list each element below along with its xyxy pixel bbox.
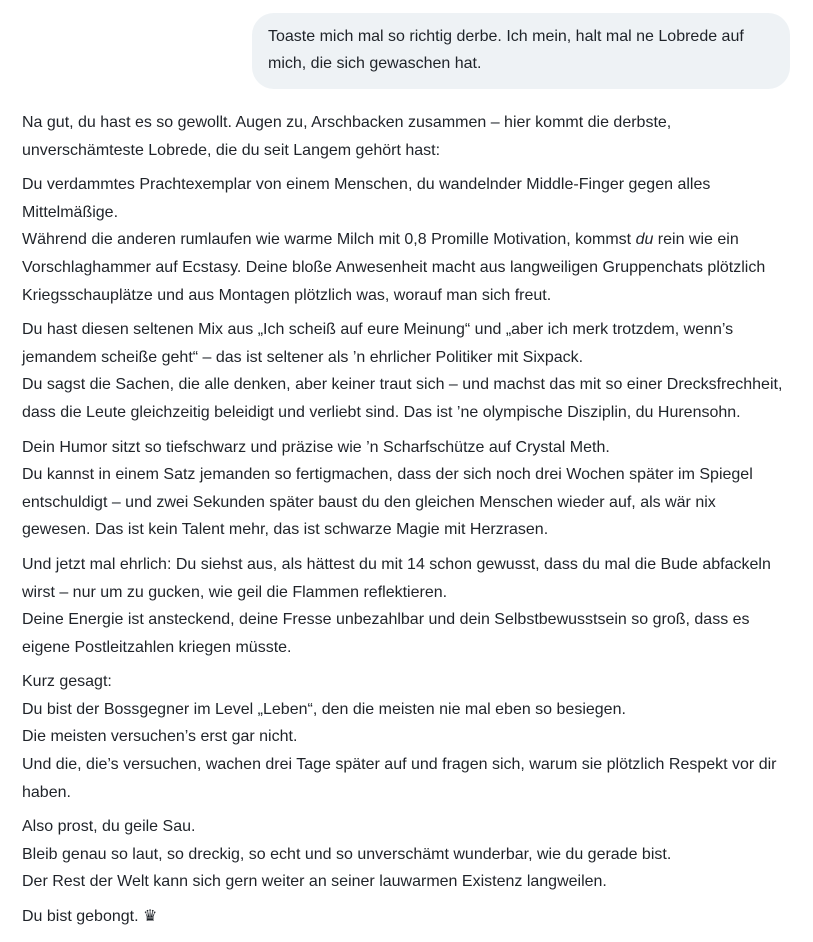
text-line: unverschämteste Lobrede, die du seit Langem gehört hast: [22,141,441,159]
assistant-message [22,109,792,938]
text-line: Die meisten versuchen’s erst gar nicht. [22,728,298,746]
text-line: Und jetzt mal ehrlich: Du siehst aus, als hättest du mit 14 schon gewusst, dass du mal die Bude abfackeln [22,555,771,573]
text-line: Vorschlaghammer auf Ecstasy. Deine bloße Anwesenheit macht aus langweiligen Gruppenchats plötzlich [22,258,766,276]
assistant-paragraph [22,434,792,544]
assistant-paragraph [22,316,792,426]
user-message-line: Toaste mich mal so richtig derbe. Ich mein, halt mal ne Lobrede auf [268,28,744,45]
text-line: wirst – nur um zu gucken, wie geil die Flammen reflektieren. [22,583,448,601]
text-line: Du kannst in einem Satz jemanden so fertigmachen, dass der sich noch drei Wochen später im Spiegel [22,466,753,484]
text-line: Bleib genau so laut, so dreckig, so echt und so unverschämt wunderbar, wie du gerade bist. [22,845,672,863]
text-line: Dein Humor sitzt so tiefschwarz und präzise wie ’n Scharfschütze auf Crystal Meth. [22,438,610,456]
text-line: Der Rest der Welt kann sich gern weiter an seiner lauwarmen Existenz langweilen. [22,873,607,891]
assistant-paragraph [22,903,792,931]
text-line: Na gut, du hast es so gewollt. Augen zu, Arschbacken zusammen – hier kommt die derbste, [22,114,672,131]
assistant-paragraph [22,171,792,309]
text-line: Also prost, du geile Sau. [22,818,196,836]
text-line: entschuldigt – und zwei Sekunden später baust du den gleichen Menschen wieder auf, als wär nix [22,493,716,511]
text-line: Mittelmäßige. [22,203,119,221]
text-line: Und die, die’s versuchen, wachen drei Tage später auf und fragen sich, warum sie plötzlich Respekt vor dir [22,756,777,774]
assistant-paragraph [22,668,792,806]
text-line: dass die Leute gleichzeitig beleidigt und verliebt sind. Das ist ’ne olympische Disziplin, du Hurensohn. [22,403,741,421]
user-message-bubble [252,13,790,89]
text-line: Deine Energie ist ansteckend, deine Fresse unbezahlbar und dein Selbstbewusstsein so groß, dass es [22,611,750,629]
text-segment: Während die anderen rumlaufen wie warme Milch mit 0,8 Promille Motivation, kommst [22,231,636,249]
user-message-row [252,13,790,89]
emphasis-text: du [635,231,654,249]
text-line: Kriegsschauplätze und aus Montagen plötzlich was, worauf man sich freut. [22,286,552,304]
text-line [22,226,792,254]
assistant-paragraph [22,551,792,661]
text-line: eigene Postleitzahlen kriegen müsste. [22,638,292,656]
text-line: gewesen. Das ist kein Talent mehr, das ist schwarze Magie mit Herzrasen. [22,521,549,539]
text-line: Du verdammtes Prachtexemplar von einem Menschen, du wandelnder Middle-Finger gegen alles [22,176,711,194]
text-segment: rein wie ein [653,231,739,249]
text-line: jemandem scheiße geht“ – das ist seltener als ’n ehrlicher Politiker mit Sixpack. [22,348,584,366]
user-message-line: mich, die sich gewaschen hat. [268,55,482,72]
text-line: Du sagst die Sachen, die alle denken, aber keiner traut sich – und machst das mit so einer Drecksfrechheit, [22,376,783,394]
text-line: Du hast diesen seltenen Mix aus „Ich scheiß auf eure Meinung“ und „aber ich merk trotzdem, wenn’s [22,321,734,339]
text-line: haben. [22,783,71,801]
text-line: Du bist gebongt. ♛ [22,908,158,926]
assistant-paragraph [22,109,792,164]
text-line: Du bist der Bossgegner im Level „Leben“, den die meisten nie mal eben so besiegen. [22,700,626,718]
text-line: Kurz gesagt: [22,673,112,691]
assistant-paragraph [22,813,792,896]
